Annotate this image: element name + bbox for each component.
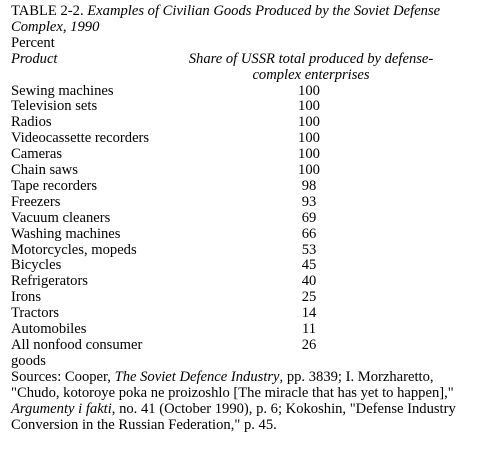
table-unit: Percent [11,34,55,51]
table-row [11,131,489,147]
column-header-share: Share of USSR total produced by defense-complex enterprises [188,50,434,83]
product-cell: Tape recorders [11,177,98,194]
product-cell: Radios [11,114,52,131]
share-cell: 14 [301,305,317,322]
table-body [11,84,489,370]
table-row [11,338,489,370]
share-cell: 66 [301,225,317,242]
product-cell: Refrigerators [11,273,88,290]
product-cell: Chain saws [11,162,78,179]
sources-prefix: Sources: Cooper, [11,368,115,385]
share-cell: 11 [301,321,317,338]
table-row [11,211,489,227]
product-cell: Motorcycles, mopeds [11,241,137,258]
table-row [11,227,489,243]
product-cell: Bicycles [11,257,62,274]
table-row [11,195,489,211]
product-cell: Television sets [11,98,98,115]
share-cell: 93 [301,193,317,210]
sources-part-3: , no. 41 (October 1990), p. 6; Kokoshin, "Defense Industry Conversion in the Russian Federation," p. 45. [11,400,456,433]
table-title: Examples of Civilian Goods Produced by the Soviet Defense Complex, 1990 [11,3,441,35]
product-cell: Washing machines [11,225,121,242]
share-cell: 25 [301,289,317,306]
table-row [11,274,489,290]
product-cell: Irons [11,289,41,306]
table-row [11,115,489,131]
product-cell: Cameras [11,146,63,163]
share-cell: 45 [301,257,317,274]
share-cell: 100 [298,162,320,179]
table-row [11,243,489,259]
table-row [11,84,489,100]
share-cell: 100 [298,146,320,163]
table-header [11,52,489,84]
table-label: TABLE 2-2. [11,3,84,19]
table-sources [11,370,481,434]
table-row [11,99,489,115]
table-row [11,306,489,322]
table-row [11,163,489,179]
product-cell: Freezers [11,193,61,210]
column-header-product: Product [11,50,58,67]
table-row [11,179,489,195]
share-cell: 53 [301,241,317,258]
share-cell: 98 [301,177,317,194]
table-row [11,290,489,306]
sources-title-2: Argumenty i fakti [11,400,112,417]
share-cell: 100 [298,130,320,147]
table-row [11,258,489,274]
share-cell: 40 [301,273,317,290]
sources-title-1: The Soviet Defence Industry [114,368,280,385]
share-cell: 100 [298,114,320,131]
sources-part-2: , pp. 3839; I. Morzharetto, "Chudo, kotoroye poka ne proizoshlo [The miracle that has yet to happen]," [11,368,454,401]
share-cell: 69 [301,209,317,226]
table-caption [11,4,489,36]
product-cell: All nonfood consumer goods [11,337,143,369]
product-cell: Tractors [11,305,60,322]
product-cell: Videocassette recorders [11,130,150,147]
table-row [11,147,489,163]
share-cell: 100 [298,82,320,99]
product-cell: Vacuum cleaners [11,209,111,226]
table-document [11,4,489,433]
share-cell: 26 [301,337,317,354]
product-cell: Automobiles [11,321,87,338]
table-row [11,322,489,338]
share-cell: 100 [298,98,320,115]
product-cell: Sewing machines [11,82,114,99]
